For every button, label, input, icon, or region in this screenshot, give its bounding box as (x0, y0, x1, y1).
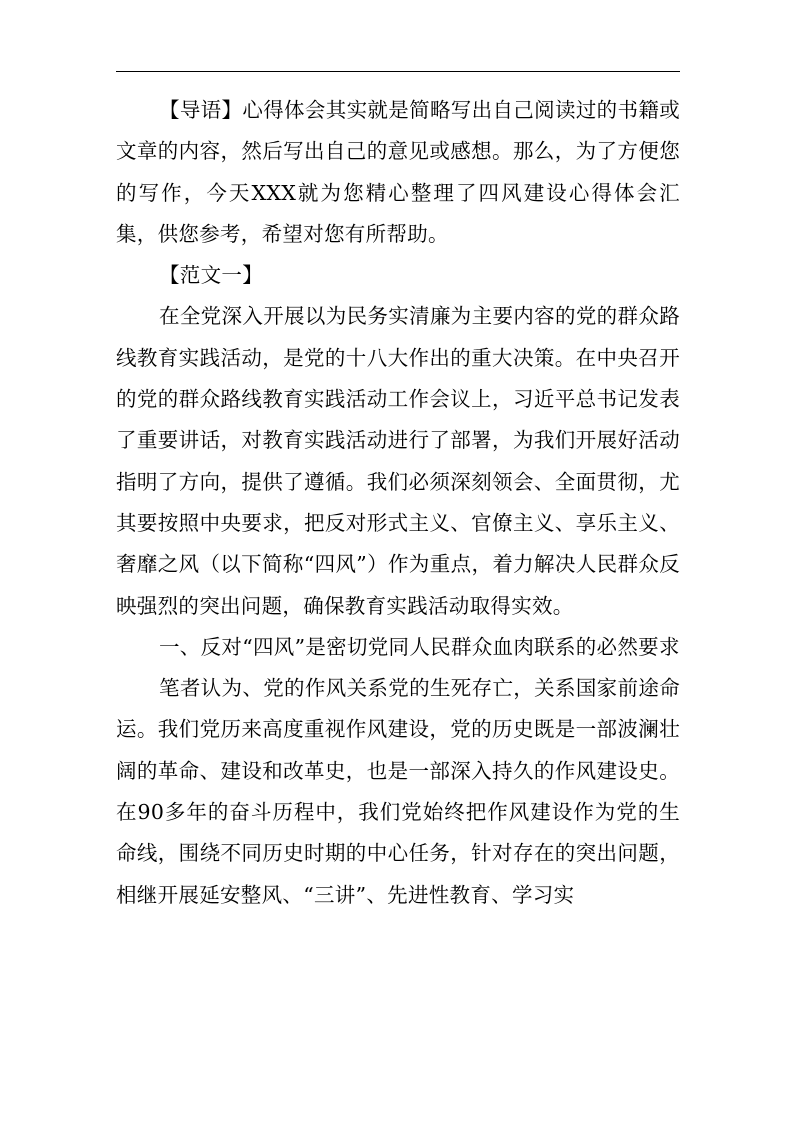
section-heading-1: 一、反对“四风”是密切党同人民群众血肉联系的必然要求 (159, 634, 680, 659)
intro-paragraph: 【导语】心得体会其实就是简略写出自己阅读过的书籍或文章的内容，然后写出自己的意见或感想。那么，为了方便您的写作，今天XXX就为您精心整理了四风建设心得体会汇集，供您参考，希望对您有所帮助。 (116, 98, 680, 246)
document-body (116, 90, 680, 916)
section-title: 【范文一】 (159, 263, 263, 288)
body-paragraph-2: 笔者认为、党的作风关系党的生死存亡，关系国家前途命运。我们党历来高度重视作风建设，党的历史既是一部波澜壮阔的革命、建设和改革史，也是一部深入持久的作风建设史。在90多年的奋斗历程中，我们党始终把作风建设作为党的生命线，围绕不同历史时期的中心任务，针对存在的突出问题，相继开展延安整风、“三讲”、先进性教育、学习实 (116, 676, 680, 907)
header-rule (116, 71, 680, 72)
body-paragraph-1: 在全党深入开展以为民务实清廉为主要内容的党的群众路线教育实践活动，是党的十八大作出的重大决策。在中央召开的党的群众路线教育实践活动工作会议上，习近平总书记发表了重要讲话，对教育实践活动进行了部署，为我们开展好活动指明了方向，提供了遵循。我们必须深刻领会、全面贯彻，尤其要按照中央要求，把反对形式主义、官僚主义、享乐主义、奢靡之风（以下简称“四风”）作为重点，着力解决人民群众反映强烈的突出问题，确保教育实践活动取得实效。 (116, 304, 680, 618)
